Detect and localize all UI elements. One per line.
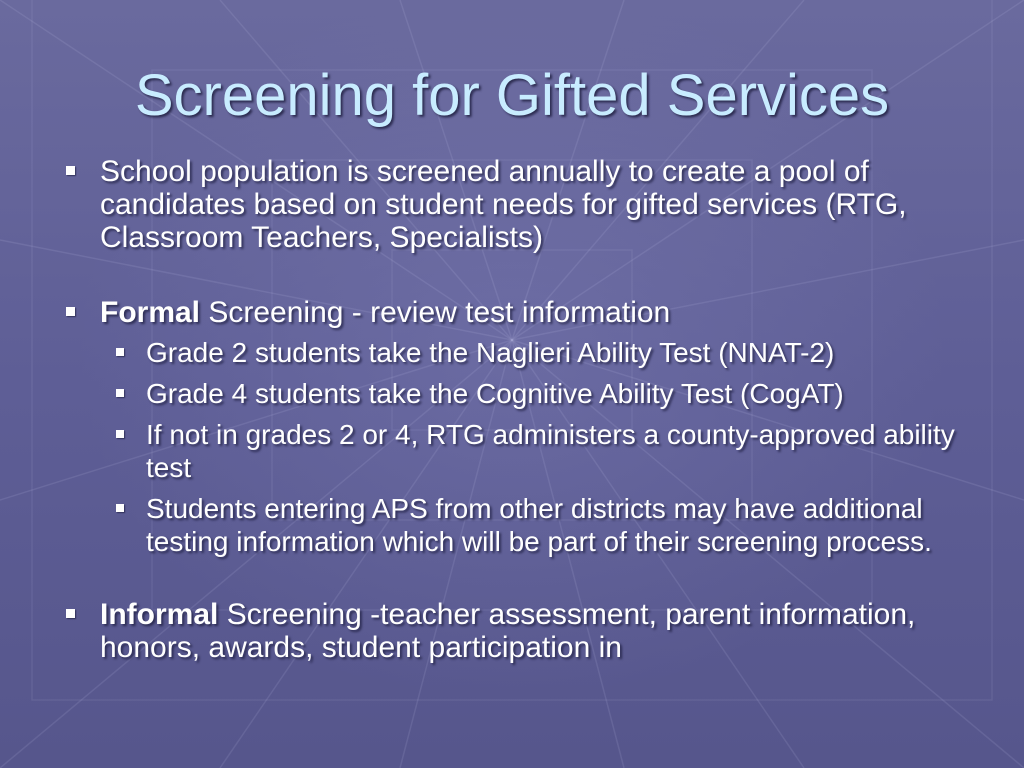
square-bullet-icon	[66, 166, 75, 175]
sub-bullet-other-grades	[62, 418, 962, 484]
square-bullet-icon	[66, 609, 75, 618]
bullet-informal-screening	[62, 598, 962, 664]
sub-bullet-grade-4	[62, 377, 962, 410]
square-bullet-icon	[116, 348, 124, 356]
bullet-text: Screening -teacher assessment, parent information, honors, awards, student participation in	[100, 598, 916, 664]
sub-bullet-text: Grade 2 students take the Naglieri Ability Test (NNAT-2)	[146, 337, 835, 368]
bullet-school-population	[62, 155, 962, 254]
slide-title: Screening for Gifted Services	[134, 63, 890, 128]
bullet-bold-text: Formal	[100, 296, 201, 329]
sub-bullet-text: Students entering APS from other districts may have additional testing information which will be part of their screening process.	[146, 493, 932, 557]
sub-bullet-text: Grade 4 students take the Cognitive Ability Test (CogAT)	[146, 378, 844, 409]
sub-bullet-other-districts	[62, 492, 962, 558]
bullet-text: Screening - review test information	[200, 296, 671, 329]
bullet-bold-text: Informal	[100, 598, 219, 631]
square-bullet-icon	[66, 307, 75, 316]
square-bullet-icon	[116, 430, 124, 438]
sub-bullet-grade-2	[62, 336, 962, 369]
bullet-formal-screening	[62, 296, 962, 329]
slide-body	[62, 155, 962, 664]
sub-bullet-text: If not in grades 2 or 4, RTG administers a county-approved ability test	[146, 419, 955, 483]
square-bullet-icon	[116, 504, 124, 512]
bullet-text: School population is screened annually to create a pool of candidates based on student needs for gifted services (RTG, Classroom Teachers, Specialists)	[100, 155, 907, 254]
square-bullet-icon	[116, 389, 124, 397]
